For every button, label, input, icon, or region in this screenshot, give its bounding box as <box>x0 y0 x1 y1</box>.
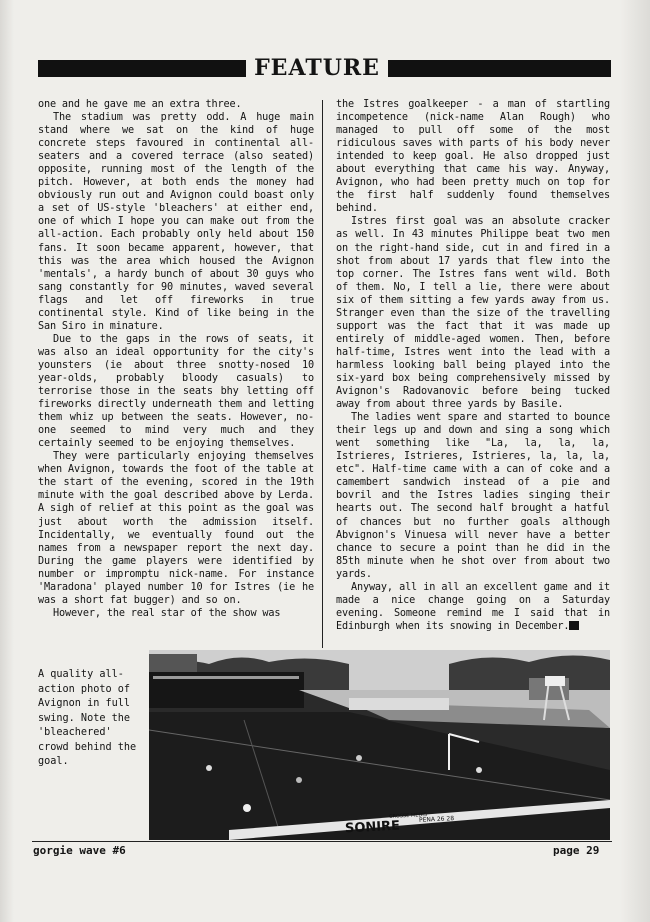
paragraph: They were particularly enjoying themselves when Avignon, towards the foot of the table at the start of the evening, scored in the 19th minute with the goal described above by Lerda. A sigh of relief at this point as the goal was just about worth the admission itself. Incidentally, we eventually found out the names from a newspaper report the next day. During the game players were identified by number or impromptu nick-name. For instance 'Maradona' played number 10 for Istres (ie he was a short fat bugger) and so on. <box>38 451 314 606</box>
column-divider <box>322 100 323 648</box>
paragraph: However, the real star of the show was <box>53 607 281 619</box>
paragraph: the Istres goalkeeper - a man of startling incompetence (nick-name Alan Rough) who managed to pull off some of the most ridiculous saves with parts of his body never intended to keep goal. He also dropped just about everything that came his way. Anyway, Avignon, who had been pretty much on top for the first half suddenly found themselves behind. <box>336 99 610 215</box>
article-column-right <box>336 98 610 633</box>
stadium-photo <box>149 650 610 840</box>
paragraph: Due to the gaps in the rows of seats, it was also an ideal opportunity for the city's younsters (ie about three snotty-nosed 10 year-olds, probably bloody casuals) to terrorise those in the seats bhy letting off fireworks directly underneath them and letting them whiz up between the seats. However, no-one seemed to mind very much and they certainly seemed to be enjoying themselves. <box>38 333 314 450</box>
page-number: page 29 <box>553 844 600 857</box>
advertising-board-number: PENA 26 28 <box>418 815 455 824</box>
publication-name: gorgie wave #6 <box>33 844 126 857</box>
paragraph: Istres first goal was an absolute cracker as well. In 43 minutes Philippe beat two men on the right-hand side, cut in and fired in a shot from about 17 yards that flew into the top corner. The Istres fans went wild. Both of them. No, I tell a lie, there were about six of them sitting a few yards away from us. Stranger even than the size of the travelling support was the fact that it was made up entirely of middle-aged women. Then, before half-time, Istres went into the lead with a harmless looking ball being played into the six-yard box being comprehensively missed by Avignon's Radovanovic before being tucked away from about three yards by Basile. <box>336 216 610 411</box>
article-column-left <box>38 98 314 620</box>
header-rule-right <box>388 60 611 77</box>
header-rule-left <box>38 60 246 77</box>
paragraph <box>336 581 610 633</box>
advertising-board-small: CROSSE MEDIS <box>388 812 428 820</box>
paragraph: one and he gave me an extra three. <box>38 99 242 110</box>
photo-caption: A quality all-action photo of Avignon in full swing. Note the 'bleachered' crowd behind the goal. <box>38 669 137 767</box>
end-of-article-mark <box>569 621 579 630</box>
footer-rule <box>32 841 612 842</box>
paragraph-text: Anyway, all in all an excellent game and it made a nice change going on a Saturday evening. Someone remind me I said that in Edinburgh when its snowing in December. <box>336 581 610 632</box>
section-title: FEATURE <box>254 55 380 81</box>
stadium-photo-illustration <box>149 650 610 840</box>
paragraph: The stadium was pretty odd. A huge main stand where we sat on the kind of huge concrete steps favoured in continental all-seaters and a covered terrace (also seated) opposite, running most of the length of the pitch. However, at both ends the money had obviously run out and Avignon could boast only a set of US-style 'bleachers' at either end, one of which I hope you can make out from the all-action. Each probably only held about 150 fans. It soon became apparent, however, that this was the area which housed the Avignon 'mentals', a hardy bunch of about 30 guys who sang constantly for 90 minutes, waved several flags and let off fireworks in true continental style. Kind of like being in the San Siro in minature. <box>38 112 314 332</box>
advertising-board-text: SONIRE <box>344 818 401 837</box>
paragraph: The ladies went spare and started to bounce their legs up and down and sing a song which went something like "La, la, la, la, Istrieres, Istrieres, Istrieres, la, la, la, etc". Half-time came with a can of coke and a camembert sandwich instead of a pie and bovril and the Istres ladies singing their hearts out. The second half brought a hatful of chances but no further goals although Abvignon's Vinuesa will never have a better chance to secure a point than he did in the 85th minute when he shot over from about two yards. <box>336 412 610 580</box>
